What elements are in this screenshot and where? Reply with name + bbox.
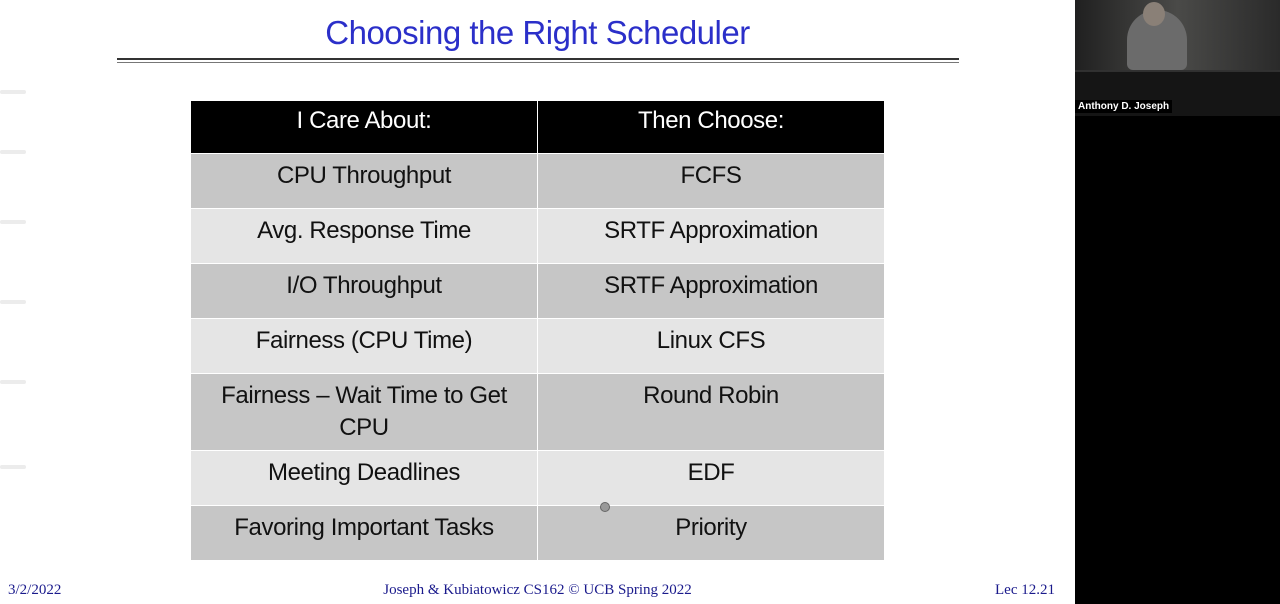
table-row: [191, 319, 885, 374]
speaker-name-label: Anthony D. Joseph: [1075, 100, 1172, 113]
footer-lecture: Lec 12.21: [995, 582, 1055, 598]
edge-marks: [0, 0, 30, 604]
table-cell: Fairness – Wait Time to Get CPU: [191, 374, 538, 451]
table-cell: Round Robin: [538, 374, 885, 451]
speaker-video[interactable]: [1075, 0, 1280, 116]
table-cell: SRTF Approximation: [538, 209, 885, 264]
table-cell: EDF: [538, 451, 885, 506]
footer-course: Joseph & Kubiatowicz CS162 © UCB Spring 2022: [383, 582, 692, 598]
speaker-head: [1143, 2, 1165, 26]
table-row: [191, 506, 885, 561]
table-header-row: [191, 101, 885, 154]
table-cell: SRTF Approximation: [538, 264, 885, 319]
video-sidebar: [1075, 0, 1280, 604]
table-cell: I/O Throughput: [191, 264, 538, 319]
footer-date: 3/2/2022: [8, 582, 62, 598]
mouse-cursor-icon: [600, 502, 610, 512]
table-cell: Fairness (CPU Time): [191, 319, 538, 374]
table-cell: Meeting Deadlines: [191, 451, 538, 506]
table-row: [191, 209, 885, 264]
table-cell: Avg. Response Time: [191, 209, 538, 264]
table-cell: Linux CFS: [538, 319, 885, 374]
table-row: [191, 451, 885, 506]
title-rule: [117, 58, 959, 60]
table-cell: FCFS: [538, 154, 885, 209]
header-then-choose: Then Choose:: [538, 101, 885, 154]
scheduler-table: [190, 100, 885, 561]
table-row: [191, 374, 885, 451]
slide-title: Choosing the Right Scheduler: [325, 14, 750, 51]
table-cell: Favoring Important Tasks: [191, 506, 538, 561]
table-cell: Priority: [538, 506, 885, 561]
title-rule-thin: [117, 62, 959, 63]
table-row: [191, 154, 885, 209]
table-row: [191, 264, 885, 319]
header-care-about: I Care About:: [191, 101, 538, 154]
table-cell: CPU Throughput: [191, 154, 538, 209]
